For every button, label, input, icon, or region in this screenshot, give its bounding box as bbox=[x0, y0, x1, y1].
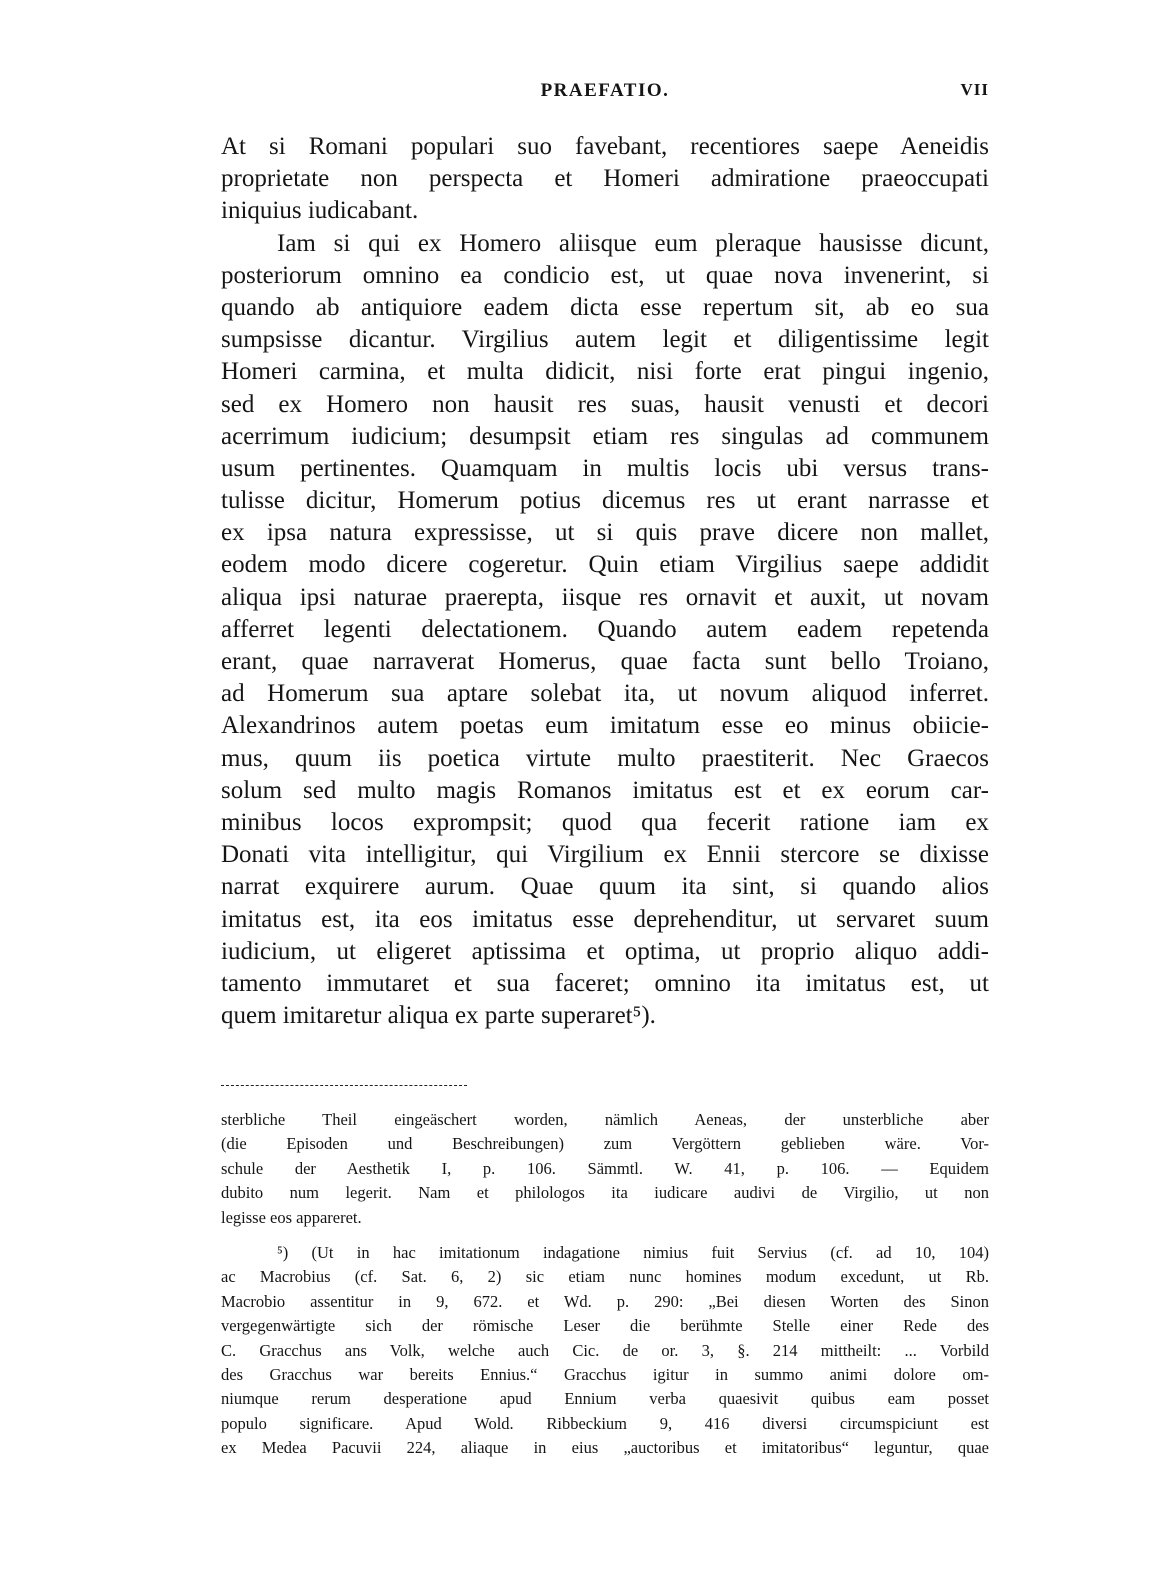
footnote-line: C. Gracchus ans Volk, welche auch Cic. de or. 3, §. 214 mittheilt: ... Vorbild bbox=[221, 1340, 989, 1360]
footnote-line: sterbliche Theil eingeäschert worden, nämlich Aeneas, der unsterbliche aber bbox=[221, 1110, 989, 1129]
footnotes bbox=[221, 1108, 989, 1460]
text-line: solum sed multo magis Romanos imitatus est et ex eorum car- bbox=[221, 776, 989, 804]
footnote-line: legisse eos appareret. bbox=[221, 1207, 362, 1227]
running-head: PRAEFATIO. bbox=[540, 80, 670, 101]
text-line: quando ab antiquiore eadem dicta esse repertum sit, ab eo sua bbox=[221, 293, 989, 321]
footnote-line: niumque rerum desperatione apud Ennium verba quaesivit quibus eam posset bbox=[221, 1389, 989, 1409]
text-line: proprietate non perspecta et Homeri admiratione praeoccupati bbox=[221, 165, 989, 193]
text-line: sed ex Homero non hausit res suas, hausit venusti et decori bbox=[221, 390, 989, 418]
footnote-line: schule der Aesthetik I, p. 106. Sämmtl. W. 41, p. 106. — Equidem bbox=[221, 1158, 989, 1178]
main-text bbox=[221, 131, 989, 1032]
footnote-line: vergegenwärtigte sich der römische Leser die berühmte Stelle einer Rede des bbox=[221, 1316, 989, 1336]
text-line: eodem modo dicere cogeretur. Quin etiam Virgilius saepe addidit bbox=[221, 551, 989, 579]
text-line: aliqua ipsi naturae praerepta, iisque res ornavit et auxit, ut novam bbox=[221, 583, 989, 611]
text-line: Iam si qui ex Homero aliisque eum pleraque hausisse dicunt, bbox=[277, 229, 989, 257]
text-line: Alexandrinos autem poetas eum imitatum esse eo minus obiicie- bbox=[221, 712, 989, 740]
text-line: tamento immutaret et sua faceret; omnino ita imitatus est, ut bbox=[221, 969, 989, 997]
text-line: Homeri carmina, et multa didicit, nisi forte erat pingui ingenio, bbox=[221, 358, 989, 386]
text-line: mus, quum iis poetica virtute multo praestiterit. Nec Graecos bbox=[221, 744, 989, 772]
text-line: iudicium, ut eligeret aptissima et optima, ut proprio aliquo addi- bbox=[221, 937, 989, 965]
text-line: narrat exquirere aurum. Quae quum ita sint, si quando alios bbox=[221, 873, 989, 901]
footnote-line: ac Macrobius (cf. Sat. 6, 2) sic etiam nunc homines modum excedunt, ut Rb. bbox=[221, 1267, 989, 1287]
text-line: minibus locos exprompsit; quod qua fecerit ratione iam ex bbox=[221, 808, 989, 836]
text-line: At si Romani populari suo favebant, recentiores saepe Aeneidis bbox=[221, 133, 989, 160]
text-line: acerrimum iudicium; desumpsit etiam res singulas ad communem bbox=[221, 422, 989, 450]
text-line: tulisse dicitur, Homerum potius dicemus res ut erant narrasse et bbox=[221, 487, 989, 515]
text-line: usum pertinentes. Quamquam in multis locis ubi versus trans- bbox=[221, 454, 989, 482]
text-line: ex ipsa natura expressisse, ut si quis prave dicere non mallet, bbox=[221, 519, 989, 547]
text-line: quem imitaretur aliqua ex parte superaret⁵). bbox=[221, 1002, 656, 1030]
text-line: iniquius iudicabant. bbox=[221, 197, 419, 225]
footnote-line: des Gracchus war bereits Ennius.“ Gracchus igitur in summo animi dolore om- bbox=[221, 1364, 989, 1384]
footnote-line: dubito num legerit. Nam et philologos ita iudicare audivi de Virgilio, ut non bbox=[221, 1183, 989, 1203]
page-number: VII bbox=[960, 80, 989, 99]
footnote-line: Macrobio assentitur in 9, 672. et Wd. p. 290: „Bei diesen Worten des Sinon bbox=[221, 1291, 989, 1311]
footnote-line: populo significare. Apud Wold. Ribbeckium 9, 416 diversi circumspiciunt est bbox=[221, 1413, 989, 1433]
footnote-line: (die Episoden und Beschreibungen) zum Vergöttern geblieben wäre. Vor- bbox=[221, 1134, 989, 1154]
text-line: afferret legenti delectationem. Quando autem eadem repetenda bbox=[221, 615, 989, 643]
footnote-line: ex Medea Pacuvii 224, aliaque in eius „auctoribus et imitatoribus“ leguntur, quae bbox=[221, 1438, 989, 1458]
text-line: posteriorum omnino ea condicio est, ut quae nova invenerint, si bbox=[221, 261, 989, 289]
text-line: ad Homerum sua aptare solebat ita, ut novum aliquod inferret. bbox=[221, 680, 989, 708]
page-header bbox=[221, 80, 989, 110]
footnote-divider bbox=[221, 1085, 467, 1086]
footnote-line: ⁵) (Ut in hac imitationum indagatione nimius fuit Servius (cf. ad 10, 104) bbox=[277, 1242, 989, 1262]
text-line: imitatus est, ita eos imitatus esse deprehenditur, ut servaret suum bbox=[221, 905, 989, 933]
text-line: sumpsisse dicantur. Virgilius autem legit et diligentissime legit bbox=[221, 326, 989, 354]
text-line: erant, quae narraverat Homerus, quae facta sunt bello Troiano, bbox=[221, 648, 989, 675]
text-line: Donati vita intelligitur, qui Virgilium ex Ennii stercore se dixisse bbox=[221, 841, 989, 869]
